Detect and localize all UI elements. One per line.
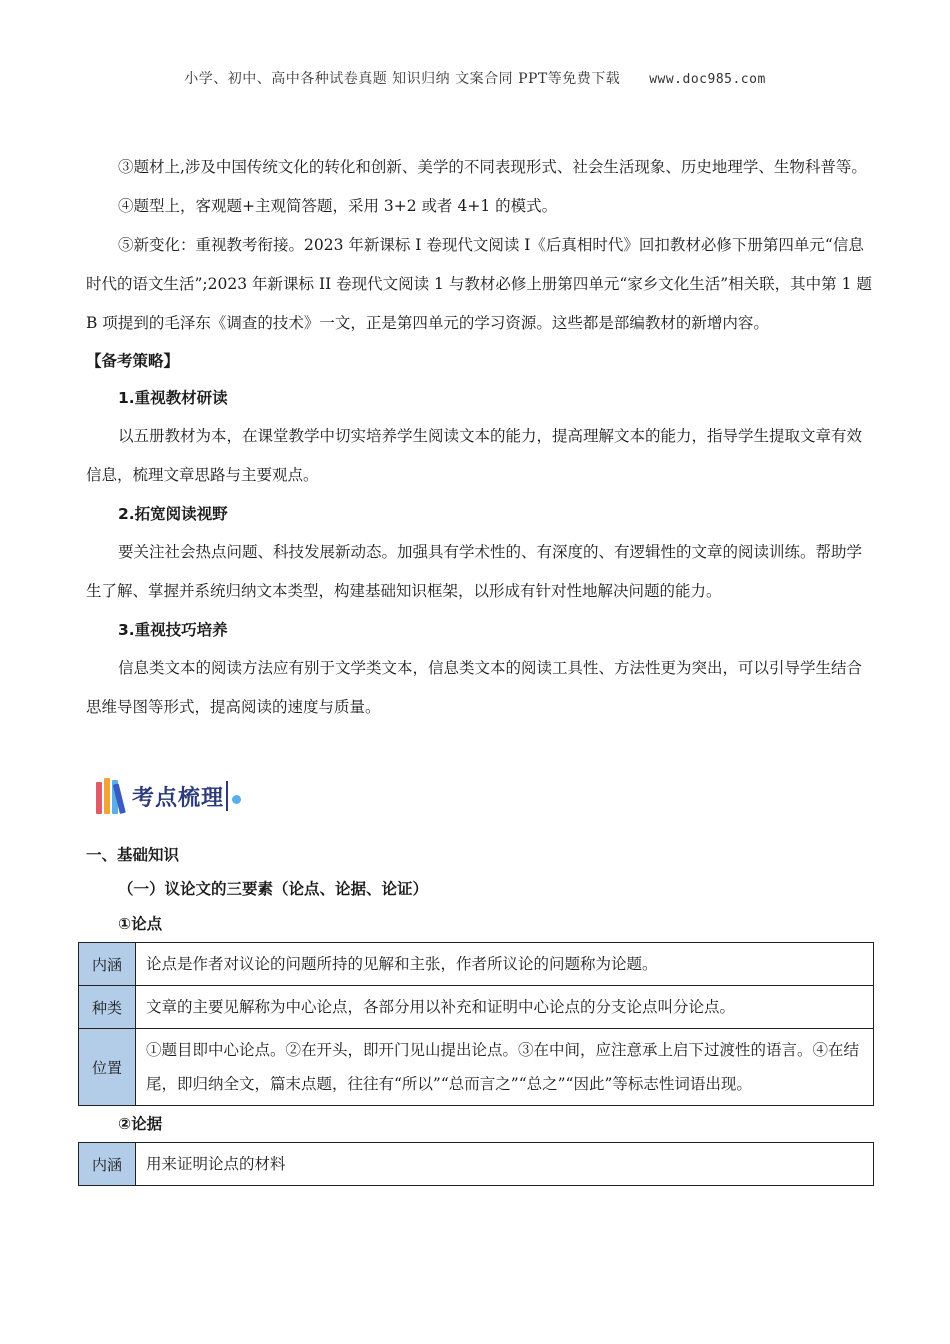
section-banner (96, 772, 296, 820)
strategy-heading: 【备考策略】 (86, 352, 180, 370)
strategy-item-3-body: 信息类文本的阅读方法应有别于文学类文本，信息类文本的阅读工具性、方法性更为突出，可以引导学生结合思维导图等形式，提高阅读的速度与质量。 (86, 659, 863, 716)
strategy-item-1-body: 以五册教材为本，在课堂教学中切实培养学生阅读文本的能力，提高理解文本的能力，指导学生提取文章有效信息，梳理文章思路与主要观点。 (86, 427, 863, 484)
strategy-item-1-title: 1.重视教材研读 (118, 389, 228, 407)
books-icon (96, 778, 126, 814)
row-value: 文章的主要见解称为中心论点，各部分用以补充和证明中心论点的分支论点叫分论点。 (136, 986, 874, 1029)
row-value: 论点是作者对议论的问题所持的见解和主张，作者所议论的问题称为论题。 (136, 943, 874, 986)
header-url[interactable]: www.doc985.com (649, 72, 766, 87)
book-spine-red (96, 782, 102, 814)
page-header (0, 68, 950, 88)
lundian-table (78, 942, 874, 1106)
intro-paragraph-4: ④题型上，客观题+主观简答题，采用 3+2 或者 4+1 的模式。 (118, 197, 558, 215)
row-value: 用来证明论点的材料 (136, 1143, 874, 1186)
row-key: 位置 (79, 1029, 136, 1106)
strategy-item-2-title: 2.拓宽阅读视野 (118, 505, 228, 523)
book-spine-orange (104, 778, 110, 814)
intro-paragraph-3: ③题材上,涉及中国传统文化的转化和创新、美学的不同表现形式、社会生活现象、历史地理学、生物科普等。 (118, 158, 867, 176)
lunju-title: ②论据 (118, 1115, 163, 1133)
intro-section (86, 148, 872, 727)
header-text: 小学、初中、高中各种试卷真题 知识归纳 文案合同 PPT等免费下载 (184, 71, 621, 87)
intro-paragraph-5: ⑤新变化：重视教考衔接。2023 年新课标 I 卷现代文阅读 I《后真相时代》回扣教材必修下册第四单元“信息时代的语文生活”;2023 年新课标 II 卷现代文阅读 1 与教材必修上册第四单元“家乡文化生活”相关联，其中第 1 题 B 项提到的毛泽东《调查的技术》一文，正是第四单元的学习资源。这些都是部编教材的新增内容。 (86, 236, 872, 332)
row-key: 种类 (79, 986, 136, 1029)
banner-dot-icon (232, 795, 241, 804)
row-key: 内涵 (79, 943, 136, 986)
table-row (79, 986, 874, 1029)
row-key: 内涵 (79, 1143, 136, 1186)
knowledge-subheading: （一）议论文的三要素（论点、论据、论证） (118, 880, 429, 898)
banner-bar (226, 781, 228, 811)
strategy-item-3-title: 3.重视技巧培养 (118, 621, 228, 639)
banner-title: 考点梳理 (132, 785, 225, 811)
knowledge-heading: 一、基础知识 (86, 846, 180, 864)
lunju-table (78, 1142, 874, 1186)
row-value: ①题目即中心论点。②在开头，即开门见山提出论点。③在中间，应注意承上启下过渡性的语言。④在结尾，即归纳全文，篇末点题，往往有“所以”“总而言之”“总之”“因此”等标志性词语出现。 (136, 1029, 874, 1106)
knowledge-section (86, 838, 872, 1186)
table-row (79, 1029, 874, 1106)
table-row (79, 943, 874, 986)
lundian-title: ①论点 (118, 915, 163, 933)
strategy-item-2-body: 要关注社会热点问题、科技发展新动态。加强具有学术性的、有深度的、有逻辑性的文章的阅读训练。帮助学生了解、掌握并系统归纳文本类型，构建基础知识框架，以形成有针对性地解决问题的能力。 (86, 543, 863, 600)
table-row (79, 1143, 874, 1186)
